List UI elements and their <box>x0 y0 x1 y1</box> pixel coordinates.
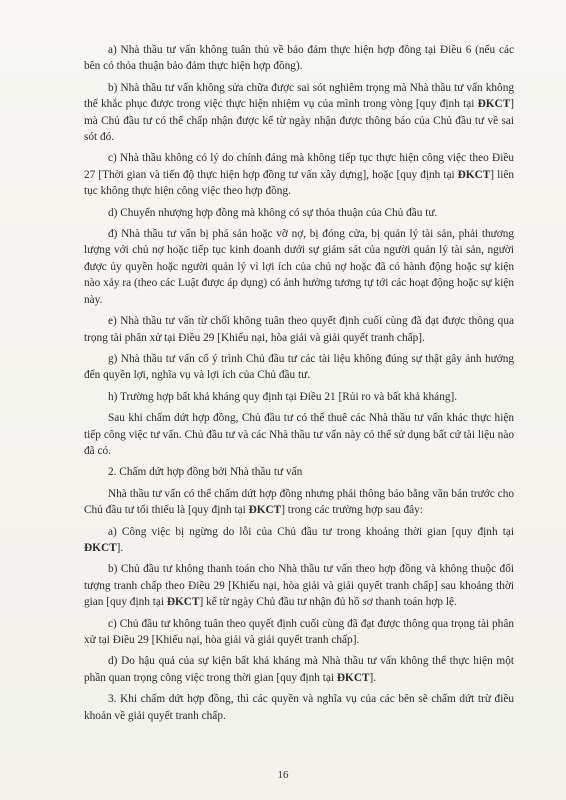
bold-term: ĐKCT <box>457 168 491 181</box>
paragraph-dd1 <box>84 226 514 308</box>
bold-term: ĐKCT <box>84 541 117 554</box>
text-run: ] mà Chủ đầu tư có thể chấp nhận được kể từ ngày nhận được thông báo của Chủ đầu tư về sai sót đó. <box>84 98 514 144</box>
paragraph-b1 <box>84 80 514 146</box>
text-run: ] kể từ ngày Chủ đầu tư nhận đủ hồ sơ thanh toán hợp lệ. <box>199 596 457 609</box>
text-run: a) Công việc bị ngừng do lỗi của Chủ đầu tư trong khoảng thời gian [quy định tại <box>108 525 514 538</box>
text-run: Sau khi chấm dứt hợp đồng, Chủ đầu tư có thể thuê các Nhà thầu tư vấn khác thực hiện tiếp công việc tư vấn. Chủ đầu tư và các Nhà thầu tư vấn này có thể sử dụng bất cứ tài liệu nào đã có. <box>84 412 514 457</box>
text-run: 2. Chấm dứt hợp đồng bởi Nhà thầu tư vấn <box>108 466 303 479</box>
text-run: d) Do hậu quả của sự kiện bất khả kháng mà Nhà thầu tư vấn không thể thực hiện một phần quan trọng công việc trong thời gian [quy định tại <box>84 655 514 684</box>
paragraph-sec3 <box>84 691 514 724</box>
paragraph-c1 <box>84 150 514 199</box>
text-run: 3. Khi chấm dứt hợp đồng, thì các quyền và nghĩa vụ của các bên sẽ chấm dứt trừ điều khoản về giải quyết tranh chấp. <box>84 693 514 722</box>
document-body <box>84 42 514 729</box>
text-run: ]. <box>369 671 377 684</box>
text-run: c) Chủ đầu tư không tuân theo quyết định cuối cùng đã đạt được thông qua trọng tài phân xử tại Điều 29 [Khiếu nại, hòa giải và giải quyết tranh chấp]. <box>84 617 514 646</box>
bold-term: ĐKCT <box>248 504 282 517</box>
paragraph-d2 <box>84 653 514 686</box>
bold-term: ĐKCT <box>166 596 200 609</box>
text-run: Nhà thầu tư vấn có thể chấm dứt hợp đồng nhưng phải thông báo bằng văn bản trước cho Chủ đầu tư tối thiểu là [quy định tại <box>84 487 514 517</box>
paragraph-sec2 <box>84 464 514 480</box>
paragraph-a2 <box>84 524 514 557</box>
text-run: e) Nhà thầu tư vấn từ chối không tuân theo quyết định cuối cùng đã đạt được thông qua trọng tài phân xử tại Điều 29 [Khiếu nại, hòa giải và giải quyết tranh chấp]. <box>84 315 514 344</box>
bold-term: ĐKCT <box>336 671 370 684</box>
text-run: ] liên tục không thực hiện công việc theo hợp đồng. <box>84 168 515 198</box>
paragraph-g1 <box>84 351 514 384</box>
bold-term: ĐKCT <box>477 98 511 111</box>
text-run: c) Nhà thầu không có lý do chính đáng mà không tiếp tục thực hiện công việc theo Điều 27 [Thời gian và tiến độ thực hiện hợp đồng tư vấn xây dựng], hoặc [quy định tại <box>84 152 514 181</box>
paragraph-a1 <box>84 42 514 75</box>
paragraph-h1 <box>84 389 514 405</box>
paragraph-intro2 <box>84 486 514 519</box>
text-run: ] trong các trường hợp sau đây: <box>281 504 423 517</box>
paragraph-b2 <box>84 561 514 610</box>
page-number: 16 <box>277 769 289 781</box>
text-run: g) Nhà thầu tư vấn cố ý trình Chủ đầu tư các tài liệu không đúng sự thật gây ảnh hưởng đến quyền lợi, nghĩa vụ và lợi ích của Chủ đầu tư. <box>84 352 514 382</box>
text-run: a) Nhà thầu tư vấn không tuân thủ về bảo đảm thực hiện hợp đồng tại Điều 6 (nếu các bên có thỏa thuận bảo đảm thực hiện hợp đồng). <box>84 44 514 73</box>
text-run: đ) Nhà thầu tư vấn bị phá sản hoặc vỡ nợ, bị đóng cửa, bị quản lý tài sản, phải thương lượng với chủ nợ hoặc tiếp tục kinh doanh dưới sự giám sát của người quản lý tài sản, người được ủy quyền hoặc người quản lý vì lợi ích của chủ nợ hoặc đã có hành động hoặc sự kiện nào xảy ra (theo các Luật được áp dụng) có ảnh hưởng tương tự tới các hoạt động hoặc sự kiện này. <box>84 228 514 306</box>
paragraph-c2 <box>84 616 514 649</box>
text-run: d) Chuyển nhượng hợp đồng mà không có sự thỏa thuận của Chủ đầu tư. <box>108 206 438 219</box>
text-run: b) Chủ đầu tư không thanh toán cho Nhà thầu tư vấn theo hợp đồng và không thuộc đối tượng tranh chấp theo Điều 29 [Khiếu nại, hòa giải và giải quyết tranh chấp] sau khoảng thời gian [quy định tại <box>84 563 514 609</box>
paragraph-e1 <box>84 313 514 346</box>
text-run: ]. <box>116 541 124 554</box>
paragraph-after1 <box>84 410 514 459</box>
text-run: h) Trường hợp bất khả kháng quy định tại Điều 21 [Rủi ro và bất khả kháng]. <box>108 390 458 403</box>
paragraph-d1 <box>84 205 514 221</box>
text-run: b) Nhà thầu tư vấn không sửa chữa được sai sót nghiêm trọng mà Nhà thầu tư vấn không thể khắc phục được trong việc thực hiện nhiệm vụ của mình trong vòng [quy định tại <box>84 81 514 111</box>
